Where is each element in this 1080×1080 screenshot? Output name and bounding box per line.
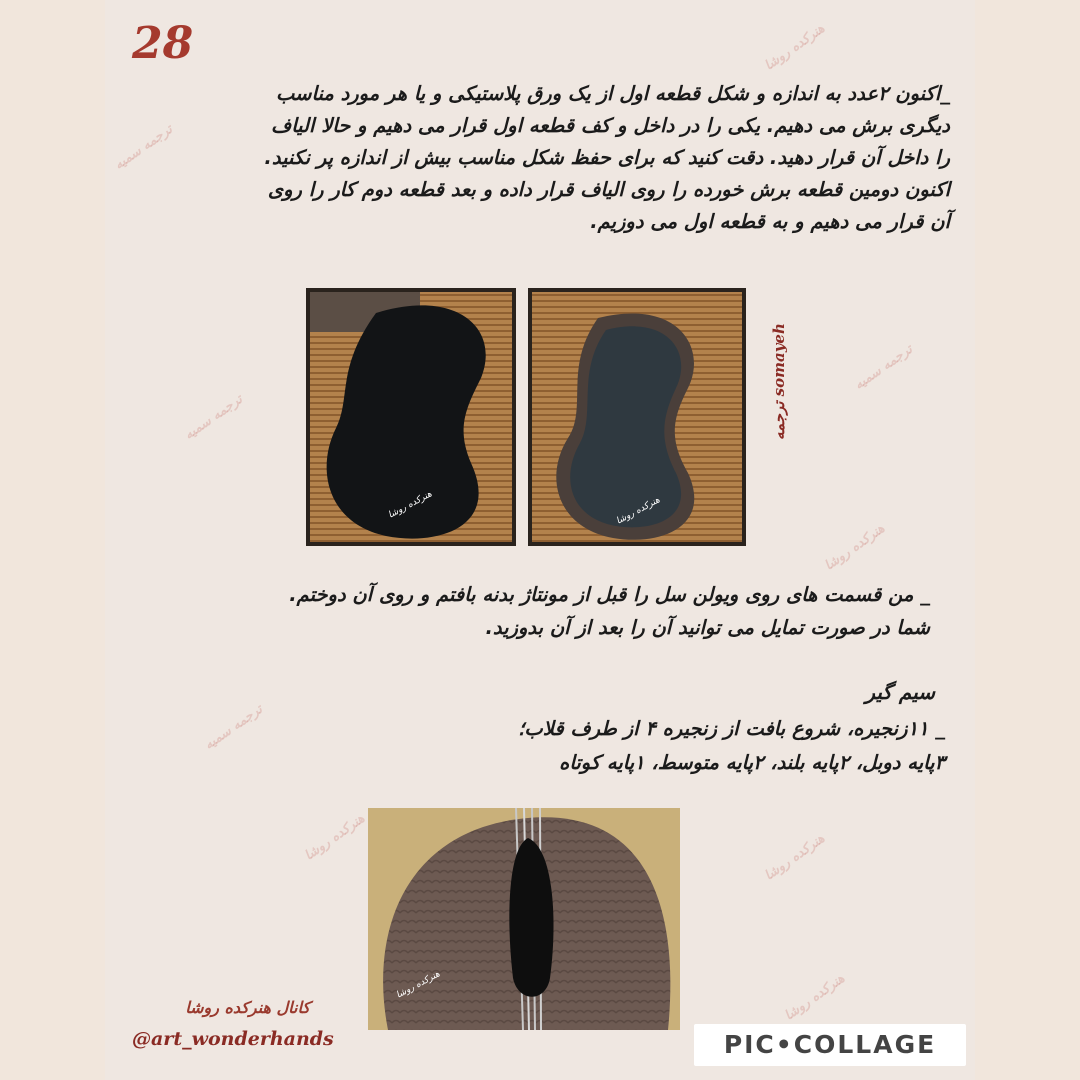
instagram-handle: @art_wonderhands: [132, 1028, 334, 1050]
photo-plastic-cutout: [306, 288, 516, 546]
photo-watermark: هنرکده روشا: [614, 495, 662, 527]
pic-collage-logo: PIC•COLLAGE: [694, 1024, 966, 1066]
background-watermark: هنرکده روشا: [822, 521, 888, 574]
text-line: آن قرار می دهیم و به قطعه اول می دوزیم.: [590, 210, 950, 233]
translator-signature: ترجمه somayeh: [770, 323, 788, 440]
text-line: دیگری برش می دهیم. یکی را در داخل و کف قطعه اول قرار می دهیم و حالا الیاف: [271, 114, 950, 137]
background-watermark: هنرکده روشا: [762, 21, 828, 74]
instruction-paragraph-1: [120, 78, 950, 238]
background-watermark: هنرکده روشا: [302, 811, 368, 864]
text-line: را داخل آن قرار دهید. دقت کنید که برای حفظ شکل مناسب بیش از اندازه پر نکنید.: [264, 146, 950, 169]
text-line: _ من قسمت های روی ویولن سل را قبل از مونتاژ بدنه بافتم و روی آن دوختم.: [289, 583, 930, 606]
text-line: اکنون دومین قطعه برش خورده را روی الیاف قرار داده و بعد قطعه دوم کار را روی: [267, 178, 950, 201]
photo-watermark: هنرکده روشا: [394, 969, 442, 1001]
text-line: شما در صورت تمایل می توانید آن را بعد از آن بدوزید.: [485, 616, 930, 639]
background-watermark: ترجمه سمیه: [201, 702, 266, 753]
wire-holder-instructions: [120, 712, 945, 780]
text-line: ۳پایه دوبل، ۲پایه بلند، ۲پایه متوسط، ۱پایه کوتاه: [559, 751, 945, 774]
section-title-wire-holder: سیم گیر: [865, 680, 935, 704]
photo-watermark: هنرکده روشا: [386, 489, 434, 521]
text-line: _ ۱۱زنجیره، شروع بافت از زنجیره ۴ از طرف قلاب؛: [518, 717, 945, 740]
background-watermark: ترجمه سمیه: [851, 342, 916, 393]
photo-cutout-inside-piece: [528, 288, 746, 546]
background-watermark: ترجمه سمیه: [181, 392, 246, 443]
background-watermark: ترجمه سمیه: [111, 122, 176, 173]
step-number: 28: [132, 18, 194, 69]
instruction-paragraph-2: [120, 578, 930, 644]
text-line: _اکنون ۲عدد به اندازه و شکل قطعه اول از یک ورق پلاستیکی و یا هر مورد مناسب: [276, 82, 950, 105]
background-watermark: هنرکده روشا: [782, 971, 848, 1024]
photo-wire-holder: [368, 808, 680, 1030]
channel-name: کانال هنرکده روشا: [185, 998, 310, 1017]
background-watermark: هنرکده روشا: [762, 831, 828, 884]
